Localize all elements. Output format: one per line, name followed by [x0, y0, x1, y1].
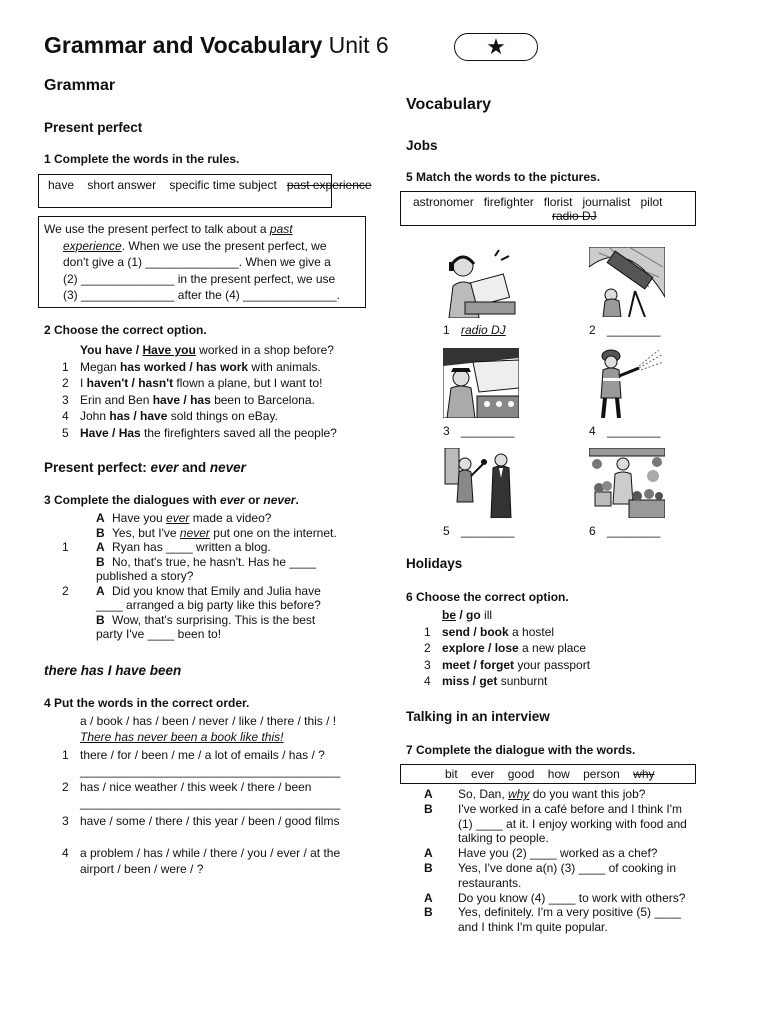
q7-instruction: 7 Complete the dialogue with the words.	[406, 743, 636, 757]
picture-caption-1: 1 radio DJ	[443, 323, 506, 337]
word-chip: specific time	[169, 178, 236, 192]
word-chip: have	[48, 178, 75, 192]
dialogue-line: A Have you (2) ____ worked as a chef?	[424, 846, 658, 861]
answer-line: _______________________________________	[80, 796, 341, 810]
word-chip: person	[583, 767, 620, 781]
q6-list	[424, 607, 590, 690]
q6-item: 4 miss / get sunburnt	[424, 674, 548, 688]
word-chip: how	[547, 767, 570, 781]
dialogue-line: B Yes, I've done a(n) (3) ____ of cooking in	[424, 860, 676, 875]
page-title: Grammar and Vocabulary Unit 6	[44, 32, 389, 58]
q6-example: be / go ill	[442, 608, 493, 622]
picture-caption-6: 6 ________	[589, 524, 661, 538]
word-chip: good	[507, 767, 535, 781]
star-level-badge: ★	[454, 33, 538, 61]
q3-instruction: 3 Complete the dialogues with ever or never.	[44, 493, 299, 507]
picture-caption-2: 2 ________	[589, 323, 661, 337]
picture-caption-3: 3 ________	[443, 424, 515, 438]
q4-item-cont: airport / been / were / ?	[80, 862, 204, 876]
dialogue-line: A So, Dan, why do you want this job?	[424, 787, 646, 801]
dialogue-line: restaurants.	[458, 875, 522, 890]
interview-heading: Talking in an interview	[406, 709, 550, 724]
word-chip: bit	[445, 767, 458, 781]
q4-instruction: 4 Put the words in the correct order.	[44, 696, 250, 710]
dialogue-line: B I've worked in a café before and I think I'm	[424, 801, 683, 816]
word-chip: pilot	[640, 195, 663, 209]
q2-item: 3 Erin and Ben have / has been to Barcelona.	[62, 392, 315, 407]
q2-example: You have / Have you worked in a shop before?	[80, 343, 334, 357]
there-has-heading: there has I have been	[44, 663, 182, 678]
q4-example-answer: There has never been a book like this!	[80, 730, 284, 744]
dialogue-line: talking to people.	[458, 831, 549, 846]
answer-line: _______________________________________	[80, 764, 341, 778]
word-chip: ever	[471, 767, 495, 781]
word-chip: firefighter	[483, 195, 534, 209]
word-chip: florist	[543, 195, 573, 209]
q1-word-box	[38, 174, 372, 208]
q7-word-box	[400, 764, 696, 784]
word-chip: subject	[238, 178, 277, 192]
q4-item: 1 there / for / been / me / a lot of emails / has / ?	[62, 748, 325, 762]
jobs-heading: Jobs	[406, 138, 438, 153]
journalist-picture	[443, 448, 519, 518]
dialogue-line: and I think I'm quite popular.	[458, 920, 608, 935]
picture-caption-5: 5 ________	[443, 524, 515, 538]
vocabulary-heading: Vocabulary	[406, 96, 492, 113]
picture-caption-4: 4 ________	[589, 424, 661, 438]
q2-item: 1 Megan has worked / has work with animals.	[62, 359, 321, 374]
astronomer-picture	[589, 247, 665, 317]
q2-item: 4 John has / have sold things on eBay.	[62, 409, 278, 423]
q6-instruction: 6 Choose the correct option.	[406, 590, 569, 604]
q2-item: 2 I haven't / hasn't flown a plane, but I want to!	[62, 376, 323, 390]
q1-instruction: 1 Complete the words in the rules.	[44, 152, 240, 166]
q4-example: a / book / has / been / never / like / there / this / !	[80, 714, 337, 728]
ever-never-heading: Present perfect: ever and never	[44, 460, 246, 475]
dialogue-line: (1) ____ at it. I enjoy working with food and	[458, 816, 687, 831]
pilot-picture	[443, 348, 519, 418]
q2-item: 5 Have / Has the firefighters saved all the people?	[62, 425, 337, 440]
word-chip: journalist	[582, 195, 631, 209]
dialogue-line: B Yes, definitely. I'm a very positive (5) ____	[424, 905, 682, 920]
struck-word: why	[633, 767, 655, 781]
florist-picture	[589, 448, 665, 518]
dialogue-line: A Do you know (4) ____ to work with others?	[424, 890, 686, 905]
word-chip: short answer	[87, 178, 157, 192]
q1-rules-box: We use the present perfect to talk about a past experience. When we use the present perfect, we don't give a (1) ______________. When we give a (2) ______________ in the present perfect, we use (3) ______________ after the (4) ______________.	[38, 216, 366, 308]
word-chip: astronomer	[413, 195, 474, 209]
q5-instruction: 5 Match the words to the pictures.	[406, 170, 601, 184]
q6-item: 2 explore / lose a new place	[424, 641, 587, 655]
present-perfect-heading: Present perfect	[44, 120, 143, 135]
q7-dialogue	[424, 787, 687, 935]
q4-item: 3 have / some / there / this year / been / good films	[62, 814, 340, 828]
struck-word: past experience	[286, 178, 372, 192]
q4-item: 2 has / nice weather / this week / there / been	[62, 780, 312, 794]
q4-item: 4 a problem / has / while / there / you / ever / at the	[62, 846, 341, 860]
firefighter-picture	[589, 348, 665, 418]
q2-list	[62, 342, 337, 441]
q6-item: 3 meet / forget your passport	[424, 657, 591, 672]
grammar-heading: Grammar	[44, 77, 116, 94]
q2-instruction: 2 Choose the correct option.	[44, 323, 207, 337]
holidays-heading: Holidays	[406, 556, 463, 571]
q3-dialogues: A Have you ever made a video? B Yes, but I've never put one on the internet. 1 A Ryan has ____ written a blog. B No, that's true, he hasn't. Has he ____ published a story? 2 A Did you know that Emily and Julia have ____ arranged a big party like this before? B Wow, that's surprising. This is the best party I've ____ been to!	[62, 511, 337, 641]
struck-word: radio DJ	[552, 209, 597, 223]
q5-word-box	[400, 191, 696, 226]
q6-item: 1 send / book a hostel	[424, 624, 555, 639]
radio-dj-picture	[443, 248, 519, 318]
